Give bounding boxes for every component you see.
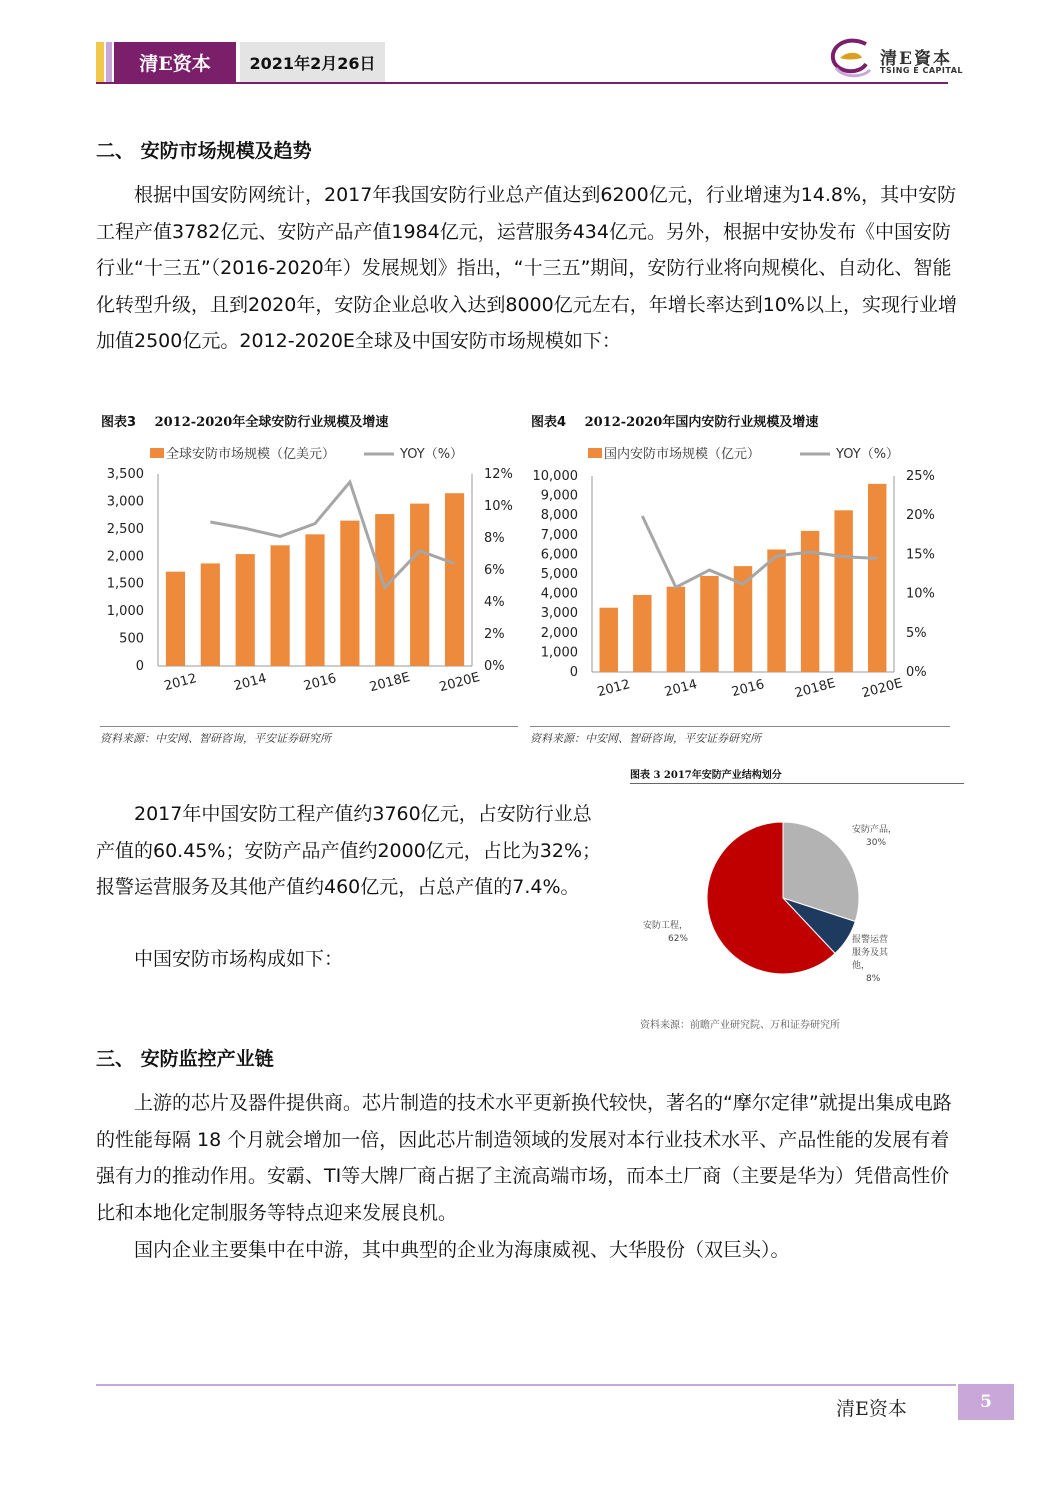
section2b-lead: 中国安防市场构成如下： (134, 948, 344, 970)
global-security-market-chart (96, 438, 520, 730)
bar (305, 534, 324, 666)
section2-heading: 二、 安防市场规模及趋势 (96, 140, 312, 162)
legend-line-label: YOY（%） (836, 447, 900, 462)
bar (166, 572, 185, 666)
figure3-caption (101, 411, 388, 430)
header-date: 2021年2月26日 (240, 42, 385, 82)
domestic-security-market-chart (526, 438, 950, 730)
figure3-title: 2012-2020年全球安防行业规模及增速 (154, 415, 389, 430)
bar (834, 510, 852, 672)
pie-figure-source: 资料来源：前瞻产业研究院、万和证券研究所 (640, 1020, 840, 1031)
bar (271, 545, 290, 666)
y2-tick-label: 5% (906, 625, 927, 641)
bar (633, 595, 651, 672)
x-tick-label: 2012 (595, 677, 632, 701)
y2-tick-label: 25% (906, 469, 935, 484)
section2-paragraph: 根据中国安防网统计，2017年我国安防行业总产值达到6200亿元，行业增速为14.8%，其中安防工程产值3782亿元、安防产品产值1984亿元，运营服务434亿元。另外，根据中安协发布《中国安防行业“十三五”（2016-2020年）发展规划》指出，“十三五”期间，安防行业将向规模化、自动化、智能化转型升级，且到2020年，安防企业总收入达到8000亿元左右，年增长率达到10%以上，实现行业增加值2500亿元。2012-2020E全球及中国安防市场规模如下： (96, 184, 957, 352)
y-tick-label: 6,000 (540, 547, 578, 563)
pie-pct-label: 30% (866, 838, 887, 848)
pie-label: 安防工程， (642, 921, 688, 931)
legend-bar-label: 国内安防市场规模（亿元） (604, 447, 761, 462)
figure4-title: 2012-2020年国内安防行业规模及增速 (584, 415, 819, 430)
y-tick-label: 1,000 (540, 645, 578, 661)
x-tick-label: 2014 (232, 671, 269, 695)
x-tick-label: 2020E (437, 670, 482, 696)
y-tick-label: 3,000 (106, 494, 144, 510)
figure4-caption (531, 411, 818, 430)
bar (236, 554, 255, 666)
pie-pct-label: 8% (866, 974, 881, 984)
pie-label: 他， (852, 961, 871, 971)
footer-divider (96, 1384, 956, 1386)
y2-tick-label: 0% (484, 659, 505, 674)
legend-bar-label: 全球安防市场规模（亿美元） (166, 447, 336, 462)
y-tick-label: 4,000 (540, 586, 578, 602)
footer-brand: 清E资本 (836, 1398, 907, 1420)
logo-mark-icon (826, 34, 876, 80)
industry-structure-pie (630, 788, 964, 1013)
y-tick-label: 5,000 (540, 567, 578, 582)
pie-label: 报警运营 (852, 935, 889, 945)
y2-tick-label: 12% (484, 467, 513, 482)
x-tick-label: 2012 (162, 671, 199, 695)
y2-tick-label: 0% (906, 665, 927, 680)
bar (375, 514, 394, 666)
y2-tick-label: 4% (484, 595, 505, 610)
section3-heading: 三、 安防监控产业链 (96, 1048, 274, 1070)
y-tick-label: 1,500 (106, 576, 144, 592)
y-tick-label: 2,000 (540, 625, 578, 641)
x-tick-label: 2014 (663, 677, 699, 701)
y-tick-label: 2,500 (106, 521, 144, 537)
y2-tick-label: 20% (906, 508, 935, 524)
y-tick-label: 3,000 (540, 606, 578, 622)
y-tick-label: 8,000 (540, 508, 578, 524)
y2-tick-label: 6% (484, 563, 505, 578)
bar (340, 521, 359, 666)
figure4-source: 资料来源：中安网、智研咨询，平安证券研究所 (530, 726, 950, 746)
y-tick-label: 7,000 (540, 527, 578, 543)
bar (868, 484, 886, 672)
page-number: 5 (958, 1384, 1014, 1420)
x-tick-label: 2018E (367, 670, 412, 696)
section2b-paragraph: 2017年中国安防工程产值约3760亿元，占安防行业总产值的60.45%；安防产品产值约2000亿元，占比为32%；报警运营服务及其他产值约460亿元，占总产值的7.4%。 (96, 803, 602, 898)
bar (201, 563, 220, 666)
y-tick-label: 1,000 (106, 604, 144, 620)
header-accent-lilac (106, 42, 112, 82)
x-tick-label: 2016 (302, 671, 339, 695)
y2-tick-label: 2% (484, 627, 505, 642)
bar (445, 493, 464, 666)
y-tick-label: 0 (135, 659, 144, 674)
logo-subtitle: TSING E CAPITAL (880, 66, 964, 75)
figure3-source: 资料来源：中安网、智研咨询，平安证券研究所 (100, 726, 518, 746)
y2-tick-label: 10% (906, 586, 935, 602)
y2-tick-label: 10% (484, 499, 513, 514)
y-tick-label: 9,000 (540, 488, 578, 504)
logo-text: 清E資本 (880, 49, 952, 69)
section3-paragraph-2: 国内企业主要集中在中游，其中典型的企业为海康威视、大华股份（双巨头）。 (134, 1239, 790, 1261)
y-tick-label: 2,000 (106, 549, 144, 565)
x-tick-label: 2020E (860, 676, 905, 702)
pie-label: 服务及其 (852, 948, 889, 958)
x-tick-label: 2018E (793, 676, 838, 702)
bar (600, 608, 618, 672)
header-divider (96, 82, 948, 84)
legend-line-label: YOY（%） (400, 447, 464, 462)
bar (700, 576, 718, 672)
header-accent-yellow (96, 42, 104, 82)
bar (767, 550, 785, 673)
section3-paragraph-1: 上游的芯片及器件提供商。芯片制造的技术水平更新换代较快，著名的“摩尔定律”就提出集成电路的性能每隔 18 个月就会增加一倍，因此芯片制造领域的发展对本行业技术水平、产品性能的发展有着强有力的推动作用。安霸、TI等大牌厂商占据了主流高端市场，而本土厂商（主要是华为）凭借高性价比和本地化定制服务等特点迎来发展良机。 (96, 1092, 952, 1224)
y-tick-label: 0 (569, 665, 578, 680)
y-tick-label: 10,000 (532, 469, 578, 484)
y2-tick-label: 15% (906, 547, 935, 563)
x-tick-label: 2016 (730, 677, 767, 701)
figure4-label: 图表4 (531, 415, 567, 430)
y-tick-label: 3,500 (106, 467, 144, 482)
pie-label: 安防产品， (852, 825, 898, 835)
legend-bar-swatch (588, 448, 602, 458)
y-tick-label: 500 (119, 631, 144, 647)
y2-tick-label: 8% (484, 531, 505, 546)
header-brand: 清E资本 (114, 42, 236, 82)
figure3-label: 图表3 (101, 415, 137, 430)
legend-bar-swatch (150, 448, 164, 458)
pie-pct-label: 62% (667, 934, 688, 944)
bar (667, 587, 685, 672)
bar (410, 504, 429, 666)
pie-figure-title: 图表 3 2017年安防产业结构划分 (630, 766, 964, 784)
